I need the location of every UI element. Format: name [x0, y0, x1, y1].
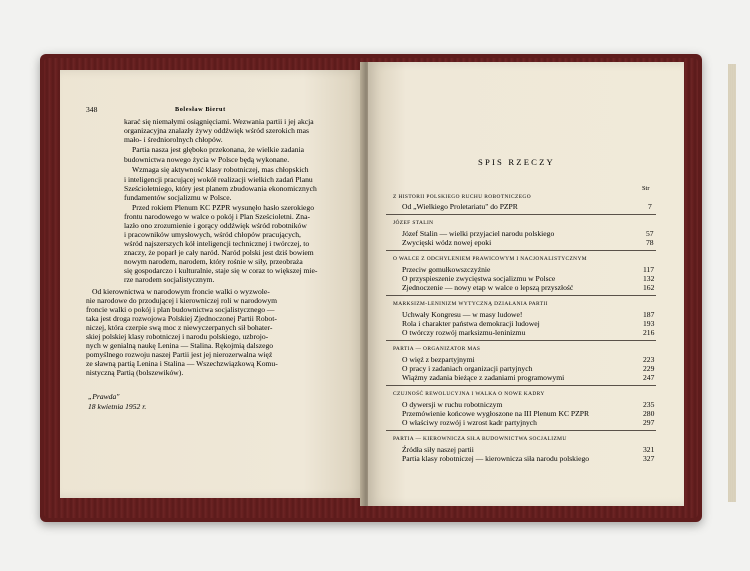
- toc-entry-page: 78: [646, 238, 654, 247]
- body-line: Przed rokiem Plenum KC PZPR wysunęło hasło szerokiego: [132, 203, 315, 212]
- body-line: i inteligencji pracującej wokół realizacji wielkich zadań Planu: [124, 175, 313, 184]
- toc-entry-title: Wiążmy zadania bieżące z zadaniami programowymi: [402, 373, 565, 382]
- toc-entry-page: 132: [643, 274, 655, 283]
- body-line: niczej, która czerpie swą moc z niewyczerpanych sił bohater-: [86, 323, 273, 332]
- toc-entry-title: Partia klasy robotniczej — kierownicza siła narodu polskiego: [402, 454, 590, 463]
- page-stack-edge: [728, 64, 736, 502]
- toc-entry-page: 57: [646, 229, 654, 238]
- toc-entry-page: 216: [643, 328, 655, 337]
- toc-title: SPIS RZECZY: [478, 157, 555, 167]
- toc-entry-title: Źródła siły naszej partii: [402, 445, 474, 454]
- left-page-number: 348: [86, 105, 98, 114]
- toc-divider: [386, 340, 656, 341]
- toc-divider: [386, 214, 656, 215]
- body-line: frontu narodowego w walce o pokój i Plan Sześcioletni. Zna-: [124, 212, 310, 221]
- toc-entry-title: Zwycięski wódz nowej epoki: [402, 238, 492, 247]
- toc-entry-title: Od „Wielkiego Proletariatu" do PZPR: [402, 202, 518, 211]
- body-line: nistyczną Partią (bolszewików).: [86, 368, 184, 377]
- toc-entry-title: O twórczy rozwój marksizmu-leninizmu: [402, 328, 526, 337]
- toc-entry-title: O więź z bezpartyjnymi: [402, 355, 475, 364]
- body-line: pomyślnego rozwoju naszej Partii jest jej nierozerwalna więź: [86, 350, 273, 359]
- toc-entry-page: 247: [643, 373, 655, 382]
- toc-section-heading: O WALCE Z ODCHYLENIEM PRAWICOWYM I NACJONALISTYCZNYM: [393, 256, 587, 262]
- left-running-head: Bolesław Bierut: [175, 106, 226, 113]
- toc-entry-title: O pracy i zadaniach organizacji partyjnych: [402, 364, 533, 373]
- toc-entry-title: O właściwy rozwój i wzrost kadr partyjnych: [402, 418, 537, 427]
- body-line: budownictwa nowego życia w Polsce będą wykonane.: [124, 155, 290, 164]
- body-line: rze narodem socjalistycznym.: [124, 275, 215, 284]
- toc-entry-title: O przyspieszenie zwycięstwa socjalizmu w Polsce: [402, 274, 556, 283]
- body-line: organizacyjna znalazły żywy oddźwięk wśród szerokich mas: [124, 126, 309, 135]
- body-line: froncie walki o pokój i plan budownictwa socjalistycznego —: [86, 305, 275, 314]
- toc-entry-page: 280: [643, 409, 655, 418]
- body-line: mało- i średniorolnych chłopów.: [124, 135, 223, 144]
- body-line: i pracowników umysłowych, wśród chłopów pracujących,: [124, 230, 301, 239]
- toc-entry-title: Przeciw gomułkowszczyźnie: [402, 265, 491, 274]
- toc-entry-title: O dywersji w ruchu robotniczym: [402, 400, 503, 409]
- toc-entry-page: 162: [643, 283, 655, 292]
- body-line: karać się niemałymi osiągnięciami. Wezwania partii i jej akcja: [124, 117, 314, 126]
- toc-entry-title: Rola i charakter państwa demokracji ludowej: [402, 319, 540, 328]
- source-note: „Prawda": [88, 392, 120, 401]
- toc-entry-title: Uchwały Kongresu — w masy ludowe!: [402, 310, 523, 319]
- toc-divider: [386, 250, 656, 251]
- body-line: znaczy, że poparł je cały naród. Naród polski jest dziś bowiem: [124, 248, 314, 257]
- body-line: wśród najszerszych kół inteligencji technicznej i twórczej, to: [124, 239, 310, 248]
- body-line: nowym narodem, narodem, który rośnie w siły, przeobraża: [124, 257, 303, 266]
- toc-entry-page: 235: [643, 400, 655, 409]
- source-date: 18 kwietnia 1952 r.: [88, 402, 147, 411]
- toc-entry-page: 327: [643, 454, 655, 463]
- toc-section-heading: CZUJNOŚĆ REWOLUCYJNA I WALKA O NOWE KADRY: [393, 391, 545, 397]
- toc-entry-page: 7: [648, 202, 652, 211]
- toc-section-heading: PARTIA — ORGANIZATOR MAS: [393, 346, 481, 352]
- body-line: skiej polskiej klasy robotniczej i narodu polskiego, uzbrojo-: [86, 332, 269, 341]
- toc-entry-title: Przemówienie końcowe wygłoszone na III Plenum KC PZPR: [402, 409, 590, 418]
- body-line: Wzmaga się aktywność klasy robotniczej, mas chłopskich: [132, 165, 309, 174]
- body-line: lazło ono zrozumienie i gorący oddźwięk wśród robotników: [124, 221, 307, 230]
- body-line: Partia nasza jest głęboko przekonana, że wielkie zadania: [132, 145, 305, 154]
- toc-entry-page: 229: [643, 364, 655, 373]
- toc-entry-title: Józef Stalin — wielki przyjaciel narodu polskiego: [402, 229, 555, 238]
- body-line: taka jest droga rozwojowa Polskiej Zjednoczonej Partii Robot-: [86, 314, 277, 323]
- toc-entry-page: 297: [643, 418, 655, 427]
- toc-section-heading: MARKSIZM-LENINIZM WYTYCZNĄ DZIAŁANIA PARTII: [393, 301, 548, 307]
- toc-section-heading: Z HISTORII POLSKIEGO RUCHU ROBOTNICZEGO: [393, 194, 531, 200]
- toc-section-heading: PARTIA — KIEROWNICZA SIŁA BUDOWNICTWA SOCJALIZMU: [393, 436, 567, 442]
- toc-entry-page: 187: [643, 310, 655, 319]
- toc-divider: [386, 385, 656, 386]
- toc-page-column-header: Str: [642, 185, 650, 192]
- toc-entry-page: 223: [643, 355, 655, 364]
- toc-entry-title: Zjednoczenie — nowy etap w walce o lepszą przyszłość: [402, 283, 574, 292]
- body-line: Sześcioletniego, który jest planem zbudowania ekonomicznych: [124, 184, 317, 193]
- body-line: nie narodowe do przodującej i kierowniczej roli w narodowym: [86, 296, 278, 305]
- body-line: się gospodarczo i kulturalnie, staje się w coraz to większej mie-: [124, 266, 318, 275]
- body-line: Od kierownictwa w narodowym froncie walki o wyzwole-: [92, 287, 270, 296]
- body-line: nych w genialną naukę Lenina — Stalina. Rękojmią dalszego: [86, 341, 274, 350]
- toc-entry-page: 321: [643, 445, 655, 454]
- toc-entry-page: 117: [643, 265, 655, 274]
- toc-divider: [386, 430, 656, 431]
- toc-divider: [386, 295, 656, 296]
- body-line: ze sławną partią Lenina i Stalina — Wszechzwiązkową Komu-: [86, 359, 278, 368]
- toc-entry-page: 193: [643, 319, 655, 328]
- toc-section-heading: JÓZEF STALIN: [393, 220, 434, 226]
- body-line: fundamentów socjalizmu w Polsce.: [124, 193, 232, 202]
